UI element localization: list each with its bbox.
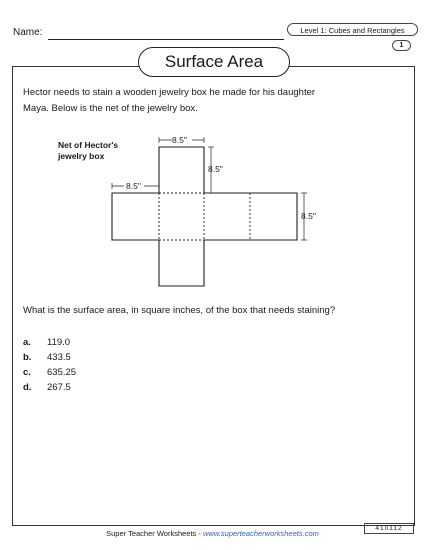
question-text: What is the surface area, in square inches, of the box that needs staining? (23, 305, 336, 316)
net-label-line-1: Net of Hector's (58, 140, 119, 150)
choice-letter: a. (23, 337, 31, 348)
dim-upper-right-label: 8.5" (208, 164, 223, 174)
choice-value: 119.0 (47, 337, 71, 348)
dim-top-label: 8.5" (172, 135, 187, 145)
net-outline (112, 147, 297, 286)
answer-choice-b[interactable] (23, 352, 71, 363)
problem-line-2: Maya. Below is the net of the jewelry box. (23, 103, 198, 114)
choice-value: 635.25 (47, 367, 77, 378)
answer-choice-c[interactable] (23, 367, 76, 378)
footer-separator: - (196, 529, 203, 538)
level-badge: Level 1: Cubes and Rectangles (287, 23, 418, 36)
worksheet-code: 410112 (364, 523, 414, 534)
choice-letter: b. (23, 352, 32, 363)
name-label: Name: (13, 27, 43, 38)
page-number-badge: 1 (392, 40, 411, 51)
dim-left-label: 8.5" (126, 181, 141, 191)
net-label-line-2: jewelry box (58, 151, 105, 161)
page-title: Surface Area (138, 47, 290, 77)
choice-value: 433.5 (47, 352, 71, 363)
choice-value: 267.5 (47, 382, 71, 393)
footer-site-link[interactable]: www.superteacherworksheets.com (202, 529, 319, 538)
problem-line-1: Hector needs to stain a wooden jewelry box he made for his daughter (23, 87, 316, 98)
choice-letter: d. (23, 382, 32, 393)
footer-brand: Super Teacher Worksheets (106, 529, 197, 538)
answer-choice-d[interactable] (23, 382, 71, 393)
dim-right-label: 8.5" (301, 211, 316, 221)
footer (0, 529, 425, 538)
answer-choice-a[interactable] (23, 337, 70, 348)
choice-letter: c. (23, 367, 31, 378)
